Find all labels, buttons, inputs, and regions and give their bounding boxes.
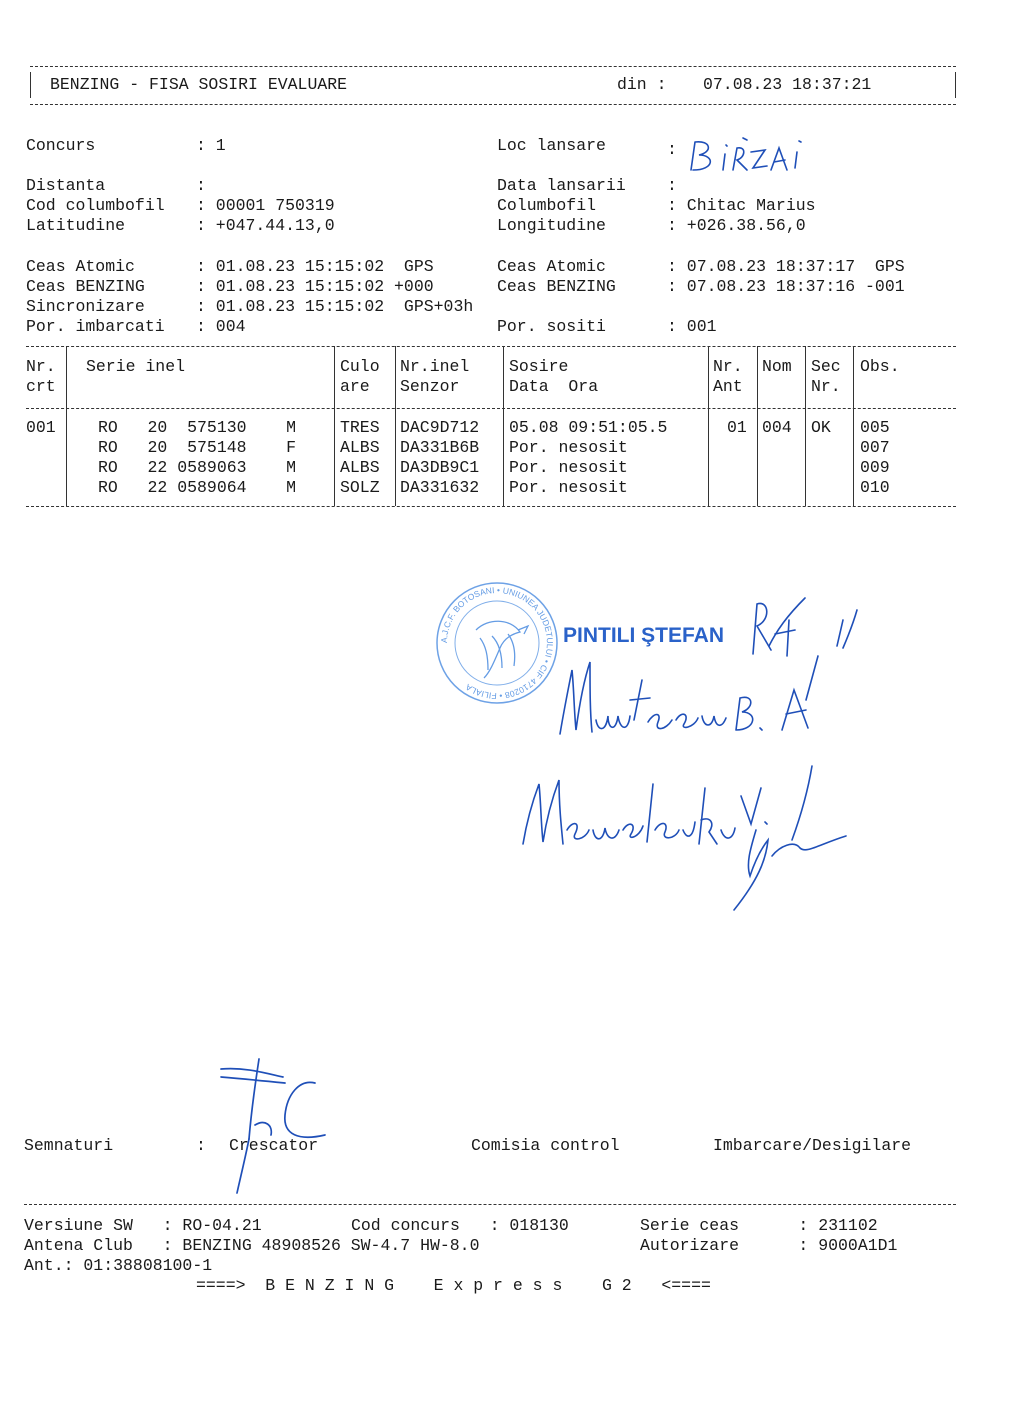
cod-columbofil-label: [26, 196, 165, 216]
cell-culoare: SOLZ: [340, 478, 380, 497]
concurs-value: : 1: [196, 136, 226, 155]
pigeon-icon: [476, 621, 528, 678]
header-senzor: Senzor: [400, 377, 460, 396]
longitudine-value: : +026.38.56,0: [667, 216, 806, 235]
cell-ant: 01: [727, 418, 747, 437]
loc-lansare-handwritten: [683, 128, 833, 178]
right-ceas-benzing-label: Ceas BENZING: [497, 277, 616, 296]
header-culo: Culo: [340, 357, 380, 376]
col-divider: [66, 346, 67, 506]
columbofil-value: : Chitac Marius: [667, 196, 816, 215]
col-divider: [805, 346, 806, 506]
left-ceas-benzing-value: : 01.08.23 15:15:02 +000: [196, 277, 434, 296]
sincronizare-value: : 01.08.23 15:15:02 GPS+03h: [196, 297, 474, 316]
distanta-value: :: [196, 176, 206, 195]
right-ceas-atomic-label: Ceas Atomic: [497, 257, 606, 276]
header-sosire: Sosire: [509, 357, 569, 376]
data-lansarii-value: :: [667, 176, 677, 195]
col-divider: [334, 346, 335, 506]
cell-sosire: Por. nesosit: [509, 478, 628, 497]
latitudine-value: : +047.44.13,0: [196, 216, 335, 235]
header-data-ora: Data Ora: [509, 377, 599, 396]
header-right-border: [955, 72, 956, 98]
imbarcare-desigilare-label: Imbarcare/Desigilare: [713, 1136, 912, 1155]
header-are: are: [340, 377, 370, 396]
left-ceas-atomic-label: Ceas Atomic: [26, 257, 135, 276]
cell-obs: 007: [860, 438, 890, 457]
signature-munteanu: [550, 650, 840, 750]
cell-sosire: Por. nesosit: [509, 458, 628, 477]
header-nr-inel: Nr.inel: [400, 357, 470, 376]
footer-rule: [24, 1204, 956, 1205]
longitudine-label: Longitudine: [497, 216, 606, 235]
din-value: 07.08.23 18:37:21: [703, 75, 872, 94]
col-divider: [503, 346, 504, 506]
cell-serie: RO 22 0589063 M: [98, 458, 297, 477]
din-label: din :: [617, 75, 667, 94]
cell-sosire: Por. nesosit: [509, 438, 628, 457]
comisia-control-label: Comisia control: [471, 1136, 620, 1155]
cell-culoare: TRES: [340, 418, 380, 437]
por-sositi-label: Por. sositi: [497, 317, 606, 336]
header-nr: Nr.: [26, 357, 56, 376]
header-left-border: [30, 72, 31, 98]
header-nom: Nom: [762, 357, 792, 376]
crescator-label: Crescator: [229, 1136, 319, 1155]
loc-lansare-label: Loc lansare: [497, 136, 606, 155]
por-sositi-value: : 001: [667, 317, 717, 336]
semnaturi-colon: :: [196, 1136, 206, 1155]
col-divider: [853, 346, 854, 506]
stamp-ring-text: A.J.C.F. BOTOSANI • UNIUNEA JUDETULUI • CIF 4710208 • FILIALA: [438, 584, 556, 702]
cell-obs: 005: [860, 418, 890, 437]
cell-nom: 004: [762, 418, 792, 437]
cell-senzor: DA331B6B: [400, 438, 480, 457]
cell-serie: RO 22 0589064 M: [98, 478, 297, 497]
cell-serie: RO 20 575148 F: [98, 438, 297, 457]
document-title: BENZING - FISA SOSIRI EVALUARE: [50, 75, 348, 94]
data-lansarii-label: Data lansarii: [497, 176, 626, 195]
antena-club: Antena Club : BENZING 48908526 SW-4.7 HW-8.0: [24, 1236, 480, 1255]
cell-obs: 010: [860, 478, 890, 497]
header-sec: Sec: [811, 357, 841, 376]
autorizare: Autorizare : 9000A1D1: [640, 1236, 898, 1255]
cell-culoare: ALBS: [340, 458, 380, 477]
cell-senzor: DA331632: [400, 478, 480, 497]
cell-sosire: 05.08 09:51:05.5: [509, 418, 668, 437]
latitudine-label: Latitudine: [26, 216, 126, 235]
cell-senzor: DA3DB9C1: [400, 458, 480, 477]
left-ceas-benzing-label: Ceas BENZING: [26, 277, 145, 296]
cell-sec: OK: [811, 418, 831, 437]
header-serie-inel: Serie inel: [86, 357, 186, 376]
right-ceas-atomic-value: : 07.08.23 18:37:17 GPS: [667, 257, 905, 276]
cod-columbofil-value: : 00001 750319: [196, 196, 335, 215]
cell-culoare: ALBS: [340, 438, 380, 457]
cell-serie: RO 20 575130 M: [98, 418, 297, 437]
sincronizare-label: Sincronizare: [26, 297, 145, 316]
header-top-rule: [30, 66, 956, 67]
distanta-label: Distanta: [26, 176, 106, 195]
cell-obs: 009: [860, 458, 890, 477]
group-nr: 001: [26, 418, 56, 437]
concurs-label: Concurs: [26, 136, 96, 155]
serie-ceas: Serie ceas : 231102: [640, 1216, 878, 1235]
table-top-rule: [26, 346, 956, 347]
official-stamp: [432, 578, 562, 708]
signature-commission: [720, 760, 860, 920]
cell-senzor: DAC9D712: [400, 418, 480, 437]
por-imbarcati-label: Por. imbarcati: [26, 317, 165, 336]
columbofil-label: Columbofil: [497, 196, 597, 215]
por-imbarcati-value: : 004: [196, 317, 246, 336]
left-ceas-atomic-value: : 01.08.23 15:15:02 GPS: [196, 257, 434, 276]
header-bottom-rule: [30, 104, 956, 105]
header-ant: Ant: [713, 377, 743, 396]
col-divider: [757, 346, 758, 506]
cod-concurs: Cod concurs : 018130: [351, 1216, 569, 1235]
header-obs: Obs.: [860, 357, 900, 376]
table-bottom-rule: [26, 506, 956, 507]
right-ceas-benzing-value: : 07.08.23 18:37:16 -001: [667, 277, 905, 296]
header-crt: crt: [26, 377, 56, 396]
table-header-rule: [26, 408, 956, 409]
header-sec-nr: Nr.: [811, 377, 841, 396]
col-divider: [708, 346, 709, 506]
col-divider: [395, 346, 396, 506]
versiune-sw: Versiune SW : RO-04.21: [24, 1216, 262, 1235]
antenna-id: Ant.: 01:38808100-1: [24, 1256, 213, 1275]
stamp-name: PINTILI ŞTEFAN: [563, 624, 725, 647]
cod-columbofil-label-text: Cod columbofil: [26, 196, 165, 215]
semnaturi-label: Semnaturi: [24, 1136, 114, 1155]
header-nr-ant: Nr.: [713, 357, 743, 376]
benzing-brand-line: ====> B E N Z I N G E x p r e s s G 2 <====: [196, 1276, 711, 1295]
loc-lansare-colon: :: [667, 140, 677, 159]
signature-crescator: [215, 1055, 355, 1205]
